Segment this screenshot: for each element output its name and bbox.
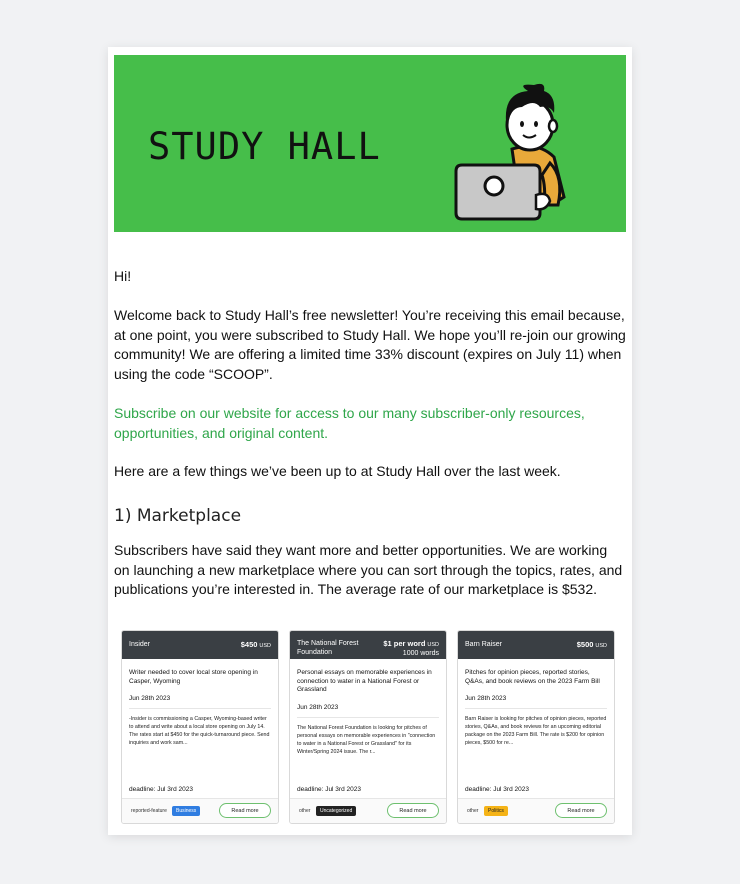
card-rate	[577, 641, 607, 651]
section-heading-marketplace: 1) Marketplace	[114, 506, 242, 526]
card-type: other	[299, 808, 311, 814]
category-badge: Politics	[484, 806, 508, 816]
card-description: -Insider is commissioning a Casper, Wyoming-based writer to attend and write about a local store opening on July 14. The rates start at $450 for the quick-turnaround piece. Send inquiries and work sam...	[129, 716, 270, 746]
card-rate	[383, 640, 439, 658]
welcome-paragraph: Welcome back to Study Hall’s free newsletter! You’re receiving this email because, at one point, you were subscribed to Study Hall. We hope you’ll re-join our growing community! We are offering a limited time 33% discount (expires on July 11) when using the code “SCOOP”.	[114, 307, 626, 382]
card-header	[122, 631, 278, 659]
card-word-count: 1000 words	[402, 649, 439, 657]
card-description: Barn Raiser is looking for pitches of opinion pieces, reported stories, Q&As, and book reviews for an upcoming editorial package on the 2023 Farm Bill. The rate is $200 for opinion pieces, $500 for re...	[465, 716, 607, 746]
opportunity-card	[457, 630, 615, 824]
opportunity-card	[121, 630, 279, 824]
card-divider	[465, 708, 607, 709]
card-rate-amount: $450	[240, 640, 258, 649]
card-date: Jun 28th 2023	[465, 695, 507, 702]
card-rate	[241, 641, 271, 651]
read-more-button[interactable]: Read more	[219, 803, 271, 818]
read-more-button[interactable]: Read more	[555, 803, 607, 818]
card-rate-amount: $500	[576, 640, 594, 649]
card-footer	[290, 798, 446, 823]
card-publication: The National Forest Foundation	[297, 640, 359, 656]
card-currency: USD	[427, 642, 439, 648]
intro-paragraph: Here are a few things we’ve been up to at Study Hall over the last week.	[114, 463, 561, 479]
card-divider	[297, 717, 439, 718]
card-currency: USD	[595, 643, 607, 649]
card-date: Jun 28th 2023	[297, 703, 339, 711]
mascot-laptop-illustration	[450, 77, 580, 232]
card-rate-amount: $1 per word	[383, 639, 426, 648]
card-title: Pitches for opinion pieces, reported stories, Q&As, and book reviews on the 2023 Farm Bill	[465, 669, 600, 685]
card-deadline: deadline: Jul 3rd 2023	[129, 786, 193, 793]
subscribe-link[interactable]: Subscribe on our website for access to our many subscriber-only resources, opportunities, and original content.	[114, 405, 585, 441]
card-footer	[122, 798, 278, 823]
card-footer	[458, 798, 614, 823]
card-title: Personal essays on memorable experiences in connection to water in a National Forest or Grassland	[297, 669, 432, 693]
card-description: The National Forest Foundation is looking for pitches of personal essays on memorable experiences in "connection to water in a National Forest or Grassland" for its Winter/Spring 2024 issue. The r...	[297, 724, 436, 755]
card-deadline: deadline: Jul 3rd 2023	[465, 786, 529, 793]
card-header	[458, 631, 614, 659]
marketplace-paragraph: Subscribers have said they want more and better opportunities. We are working on launching a new marketplace where you can sort through the topics, rates, and publications you’re interested in. The average rate of our marketplace is $532.	[114, 542, 623, 597]
opportunity-card	[289, 630, 447, 824]
study-hall-banner	[114, 55, 626, 232]
card-divider	[129, 708, 271, 709]
card-publication: Insider	[129, 641, 151, 648]
card-publication: Barn Raiser	[465, 641, 502, 648]
card-type: reported-feature	[131, 808, 167, 814]
newsletter-email	[108, 47, 632, 835]
card-header	[290, 631, 446, 659]
category-badge: Business	[172, 806, 200, 816]
card-title: Writer needed to cover local store opening in Casper, Wyoming	[129, 669, 258, 685]
card-type: other	[467, 808, 479, 814]
category-badge: Uncategorized	[316, 806, 356, 816]
card-currency: USD	[259, 643, 271, 649]
card-deadline: deadline: Jul 3rd 2023	[297, 786, 361, 793]
read-more-button[interactable]: Read more	[387, 803, 439, 818]
banner-title: STUDY HALL	[148, 125, 381, 168]
card-date: Jun 28th 2023	[129, 695, 171, 702]
greeting-text: Hi!	[114, 268, 132, 284]
